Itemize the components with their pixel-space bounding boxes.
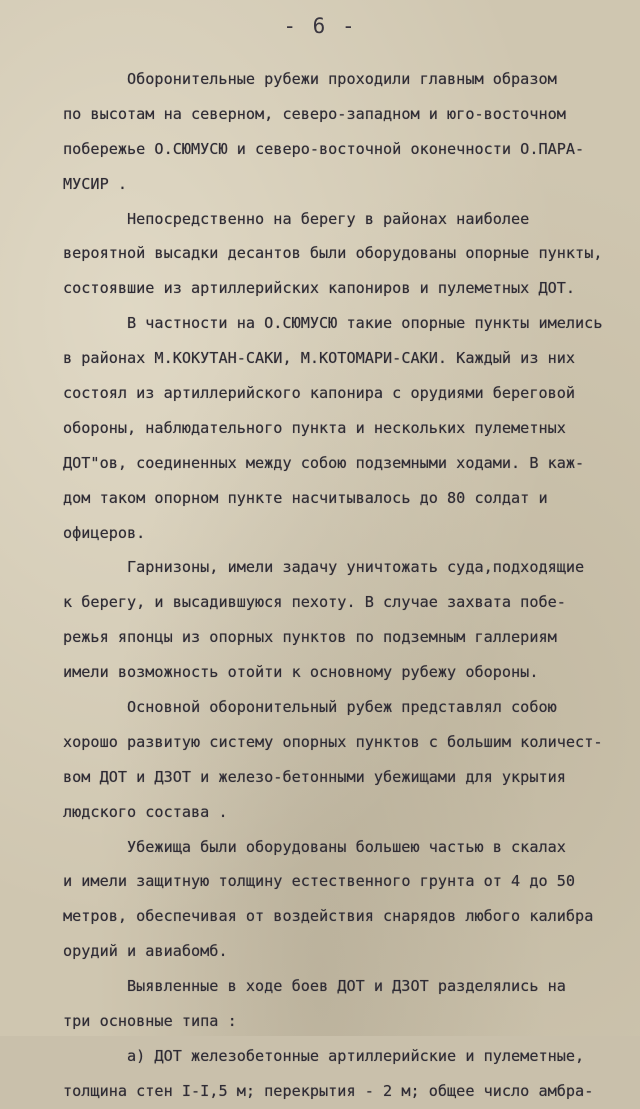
text-line: орудий и авиабомб.	[63, 942, 228, 961]
text-line: обороны, наблюдательного пункта и нескольких пулеметных	[63, 418, 566, 437]
text-line: Оборонительные рубежи проходили главным образом	[127, 70, 557, 88]
text-line: в районах М.КОКУТАН-САКИ, М.КОТОМАРИ-САКИ. Каждый из них	[63, 349, 576, 368]
text-line: МУСИР .	[63, 174, 128, 193]
text-line: метров, обеспечивая от воздействия снарядов любого калибра	[63, 907, 594, 926]
text-line: Выявленные в ходе боев ДОТ и ДЗОТ разделялись на	[127, 977, 566, 996]
text-line: ДОТ"ов, соединенных между собою подземными ходами. В каж-	[63, 453, 585, 472]
text-line: а) ДОТ железобетонные артиллерийские и пулеметные,	[127, 1046, 585, 1065]
text-line: В частности на О.СЮМУСЮ такие опорные пункты имелись	[127, 314, 603, 333]
text-line: Непосредственно на берегу в районах наиболее	[127, 209, 530, 228]
text-line: Основной оборонительный рубеж представлял собою	[127, 698, 557, 717]
text-line: вом ДОТ и ДЗОТ и железо-бетонными убежищами для укрытия	[63, 767, 566, 786]
text-line: и имели защитную толщину естественного грунта от 4 до 50	[63, 872, 576, 891]
text-line: офицеров.	[63, 523, 146, 542]
page-number: - 6 -	[283, 14, 357, 38]
text-line: три основные типа :	[63, 1012, 237, 1031]
document-body	[0, 62, 640, 1109]
text-line: имели возможность отойти к основному рубежу обороны.	[63, 663, 539, 682]
text-line: дом таком опорном пункте насчитывалось до 80 солдат и	[63, 488, 548, 507]
text-line: состоял из артиллерийского капонира с орудиями береговой	[63, 384, 576, 403]
text-line: к берегу, и высадившуюся пехоту. В случае захвата побе-	[63, 593, 566, 612]
text-line: состоявшие из артиллерийских капониров и пулеметных ДОТ.	[63, 279, 576, 298]
text-line: Гарнизоны, имели задачу уничтожать суда,подходящие	[127, 558, 585, 577]
text-line: побережье О.СЮМУСЮ и северо-восточной оконечности О.ПАРА-	[63, 139, 585, 158]
text-line: Убежища были оборудованы большею частью в скалах	[127, 837, 566, 856]
text-line: толщина стен I-I,5 м; перекрытия - 2 м; общее число амбра-	[63, 1081, 594, 1100]
text-line: вероятной высадки десантов были оборудованы опорные пункты,	[63, 244, 603, 263]
text-line: хорошо развитую систему опорных пунктов с большим количест-	[63, 732, 603, 751]
text-line: режья японцы из опорных пунктов по подземным галлериям	[63, 628, 557, 647]
text-line: по высотам на северном, северо-западном и юго-восточном	[63, 104, 566, 123]
text-line: людского состава .	[63, 802, 228, 821]
